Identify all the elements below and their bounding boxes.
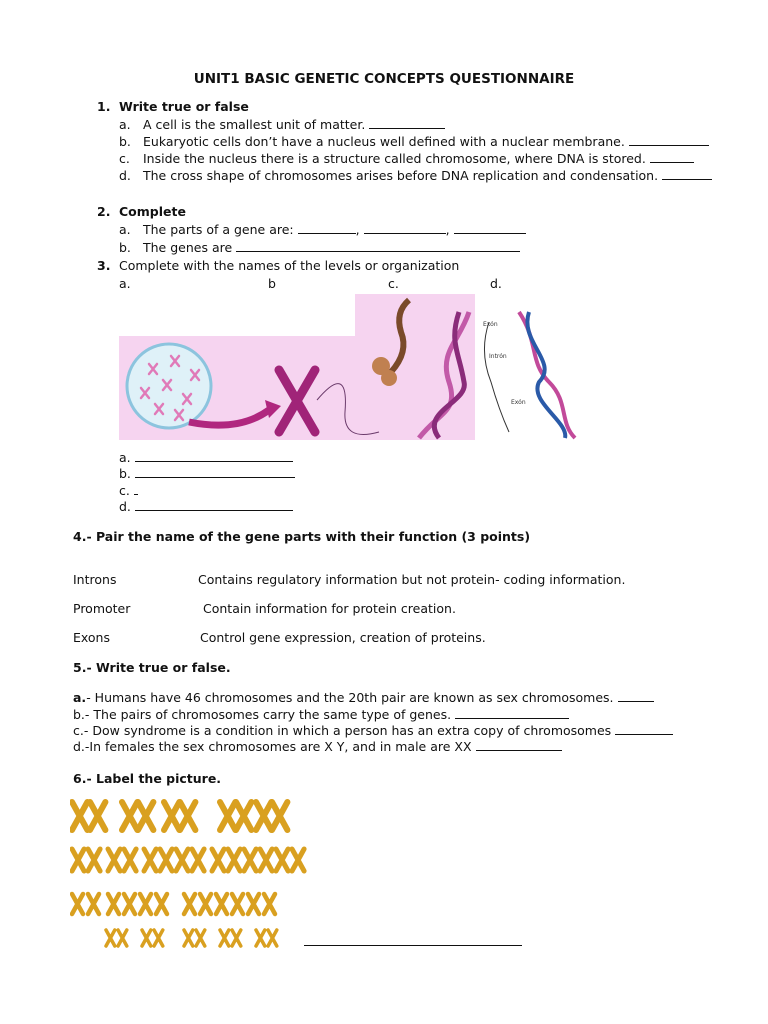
q3-answer-c bbox=[119, 483, 138, 498]
answer-blank[interactable] bbox=[618, 690, 654, 702]
nucleus-illustration bbox=[127, 344, 211, 428]
q3-answer-b bbox=[119, 466, 295, 481]
q4-term: Introns bbox=[73, 572, 117, 587]
q3-answer-letter: d. bbox=[119, 499, 131, 514]
chromosome-icon bbox=[248, 894, 259, 914]
q1-item-d: d. bbox=[119, 168, 131, 183]
chromosome-icon bbox=[88, 894, 99, 914]
chromosome-icon bbox=[176, 849, 188, 871]
q2-item-text: The parts of a gene are: bbox=[143, 222, 294, 237]
chromosome-icon bbox=[88, 849, 100, 871]
answer-blank[interactable] bbox=[135, 466, 295, 478]
q5-item-b bbox=[73, 707, 569, 722]
exon-label: Exón bbox=[483, 321, 498, 328]
q6-answer-line bbox=[304, 934, 522, 949]
q5-heading: 5.- Write true or false. bbox=[73, 660, 231, 675]
q1-item-a bbox=[119, 117, 131, 132]
q1-heading: Write true or false bbox=[119, 99, 249, 114]
karyotype-figure bbox=[70, 794, 320, 954]
answer-blank[interactable] bbox=[364, 222, 446, 234]
chromosome-icon bbox=[142, 930, 151, 946]
q1-item-text: A cell is the smallest unit of matter. bbox=[143, 117, 366, 132]
q5-item-c bbox=[73, 723, 673, 738]
answer-blank[interactable] bbox=[615, 723, 673, 735]
q4-definition: Control gene expression, creation of proteins. bbox=[200, 630, 486, 645]
q1-item-c-text bbox=[143, 151, 694, 166]
q4-definition: Contain information for protein creation. bbox=[203, 601, 456, 616]
q2-item-a: a. bbox=[119, 222, 131, 237]
chromosome-icon bbox=[244, 849, 256, 871]
chromosome-icon bbox=[140, 894, 151, 914]
chromosome-icon bbox=[144, 849, 156, 871]
q1-item-text: The cross shape of chromosomes arises before DNA replication and condensation. bbox=[143, 168, 659, 183]
chromosome-icon bbox=[90, 802, 105, 830]
q3-answer-letter: b. bbox=[119, 466, 131, 481]
chromosome-icon bbox=[264, 894, 275, 914]
chromosome-icon bbox=[192, 849, 204, 871]
chromosome-icon bbox=[220, 930, 229, 946]
q1-item-d-text bbox=[143, 168, 712, 183]
chromosome-icon bbox=[118, 930, 127, 946]
chromosome-icon bbox=[200, 894, 211, 914]
answer-blank[interactable] bbox=[236, 240, 520, 252]
chromosome-icon bbox=[292, 849, 304, 871]
q3-heading: Complete with the names of the levels or organization bbox=[119, 258, 460, 273]
answer-blank[interactable] bbox=[662, 168, 712, 180]
q5-item-d bbox=[73, 739, 562, 754]
chromosome-icon bbox=[184, 930, 193, 946]
q5-item-letter: c. bbox=[73, 723, 84, 738]
answer-blank[interactable] bbox=[455, 707, 569, 719]
q2-number: 2. bbox=[97, 204, 111, 219]
chromosome-icon bbox=[72, 849, 84, 871]
answer-blank[interactable] bbox=[650, 151, 694, 163]
intron-label: Intrón bbox=[489, 353, 507, 360]
chromosome-icon bbox=[108, 894, 119, 914]
q2-item-b-text bbox=[143, 240, 520, 255]
chromosome-icon bbox=[106, 930, 115, 946]
q5-item-letter: b. bbox=[73, 707, 85, 722]
q2-heading: Complete bbox=[119, 204, 186, 219]
chromosome-icon bbox=[160, 849, 172, 871]
q5-item-letter: a. bbox=[73, 690, 87, 705]
q4-term: Promoter bbox=[73, 601, 131, 616]
chromosome-icon bbox=[228, 849, 240, 871]
q4-heading: 4.- Pair the name of the gene parts with their function (3 points) bbox=[73, 529, 531, 544]
q3-answer-letter: a. bbox=[119, 450, 131, 465]
answer-blank[interactable] bbox=[135, 499, 293, 511]
q3-number: 3. bbox=[97, 258, 111, 273]
chromosome-icon bbox=[232, 894, 243, 914]
q1-item-c: c. bbox=[119, 151, 130, 166]
chromosome-icon bbox=[196, 930, 205, 946]
chromosome-icon bbox=[232, 930, 241, 946]
chromosome-icon bbox=[180, 802, 195, 830]
q2-item-text: The genes are bbox=[143, 240, 233, 255]
chromosome-icon bbox=[164, 802, 179, 830]
chromosome-icon bbox=[156, 894, 167, 914]
chromosome-icon bbox=[138, 802, 153, 830]
answer-blank[interactable] bbox=[298, 222, 356, 234]
answer-blank[interactable] bbox=[369, 117, 445, 129]
q5-item-a bbox=[73, 690, 654, 705]
chromosome-icon bbox=[220, 802, 235, 830]
q5-item-text: -In females the sex chromosomes are X Y, and in male are XX bbox=[84, 739, 472, 754]
q1-item-b-text bbox=[143, 134, 709, 149]
q3-answer-a bbox=[119, 450, 293, 465]
chromosome-icon bbox=[122, 802, 137, 830]
chromosome-icon bbox=[268, 930, 277, 946]
levels-of-organization-figure bbox=[119, 292, 581, 440]
answer-blank[interactable] bbox=[134, 483, 138, 495]
q5-item-letter: d. bbox=[73, 739, 85, 754]
chromosome-icon bbox=[212, 849, 224, 871]
q4-definition: Contains regulatory information but not protein- coding information. bbox=[198, 572, 626, 587]
chromosome-icon bbox=[72, 802, 87, 830]
exon-label: Exón bbox=[511, 399, 526, 406]
answer-blank[interactable] bbox=[629, 134, 709, 146]
chromosome-icon bbox=[260, 849, 272, 871]
q3-answer-d bbox=[119, 499, 293, 514]
figure-label-a: a. bbox=[119, 276, 131, 291]
q1-item-letter: a. bbox=[119, 117, 131, 132]
chromosome-icon bbox=[124, 894, 135, 914]
chromosome-icon bbox=[256, 802, 271, 830]
q5-item-text: - Humans have 46 chromosomes and the 20th pair are known as sex chromosomes. bbox=[86, 690, 614, 705]
chromosome-icon bbox=[272, 802, 287, 830]
chromosome-icon bbox=[124, 849, 136, 871]
chromosome-icon bbox=[236, 802, 251, 830]
q3-answer-letter: c. bbox=[119, 483, 130, 498]
q2-item-a-text: The parts of a gene are: , , bbox=[143, 222, 526, 237]
chromosome-icon bbox=[184, 894, 195, 914]
figure-label-b: b bbox=[268, 276, 276, 291]
q1-number: 1. bbox=[97, 99, 111, 114]
gene-illustration bbox=[483, 312, 575, 438]
chromosome-icon bbox=[216, 894, 227, 914]
q1-item-text: Eukaryotic cells don’t have a nucleus well defined with a nuclear membrane. bbox=[143, 134, 625, 149]
q1-item-a-text bbox=[143, 117, 445, 132]
page-title: UNIT1 BASIC GENETIC CONCEPTS QUESTIONNAIRE bbox=[193, 71, 575, 87]
answer-blank[interactable] bbox=[476, 739, 562, 751]
figure-label-c: c. bbox=[388, 276, 399, 291]
answer-blank[interactable] bbox=[454, 222, 526, 234]
q1-item-b: b. bbox=[119, 134, 131, 149]
q2-item-b: b. bbox=[119, 240, 131, 255]
figure-label-d: d. bbox=[490, 276, 502, 291]
answer-blank[interactable] bbox=[304, 934, 522, 946]
q4-term: Exons bbox=[73, 630, 110, 645]
chromosome-icon bbox=[154, 930, 163, 946]
q6-heading: 6.- Label the picture. bbox=[73, 771, 222, 786]
answer-blank[interactable] bbox=[135, 450, 293, 462]
chromosome-icon bbox=[256, 930, 265, 946]
q5-item-text: - The pairs of chromosomes carry the same type of genes. bbox=[84, 707, 452, 722]
chromosome-icon bbox=[108, 849, 120, 871]
chromosome-icon bbox=[72, 894, 83, 914]
q1-item-text: Inside the nucleus there is a structure called chromosome, where DNA is stored. bbox=[143, 151, 646, 166]
q5-item-text: - Dow syndrome is a condition in which a person has an extra copy of chromosomes bbox=[83, 723, 612, 738]
chromosome-icon bbox=[276, 849, 288, 871]
